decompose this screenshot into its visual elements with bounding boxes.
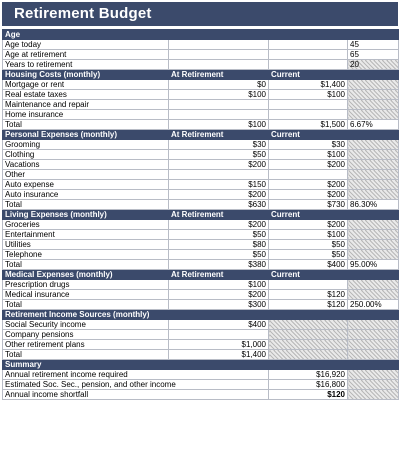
row-label[interactable]: Years to retirement xyxy=(3,60,169,70)
column-header-at-retirement: At Retirement xyxy=(169,70,269,80)
empty-cell[interactable] xyxy=(169,40,269,50)
budget-table xyxy=(2,29,399,400)
column-header-current: Current xyxy=(269,270,348,280)
hatched-cell xyxy=(348,380,399,390)
section-title: Age xyxy=(3,30,399,40)
row-label[interactable]: Annual income shortfall xyxy=(3,390,269,400)
row-label[interactable]: Mortgage or rent xyxy=(3,80,169,90)
current-value[interactable]: $120 xyxy=(269,290,348,300)
summary-value[interactable]: $120 xyxy=(269,390,348,400)
retirement-value[interactable]: $50 xyxy=(169,250,269,260)
total-label[interactable]: Total xyxy=(3,300,169,310)
empty-cell[interactable] xyxy=(269,60,348,70)
page-title: Retirement Budget xyxy=(14,5,152,22)
row-label[interactable]: Utilities xyxy=(3,240,169,250)
table-row xyxy=(3,170,399,180)
section-title: Housing Costs (monthly) xyxy=(3,70,169,80)
table-row xyxy=(3,110,399,120)
hatched-cell xyxy=(348,350,399,360)
hatched-cell xyxy=(348,240,399,250)
hatched-cell xyxy=(348,170,399,180)
hatched-cell xyxy=(269,350,348,360)
table-row xyxy=(3,290,399,300)
section-title: Summary xyxy=(3,360,399,370)
section-header-living xyxy=(3,210,399,220)
row-label[interactable]: Maintenance and repair xyxy=(3,100,169,110)
hatched-cell xyxy=(348,80,399,90)
retirement-total[interactable]: $630 xyxy=(169,200,269,210)
current-value[interactable]: $200 xyxy=(269,220,348,230)
income-total[interactable]: $1,400 xyxy=(169,350,269,360)
table-row xyxy=(3,280,399,290)
current-value[interactable] xyxy=(269,100,348,110)
table-row xyxy=(3,390,399,400)
row-label[interactable]: Telephone xyxy=(3,250,169,260)
retirement-value[interactable] xyxy=(169,170,269,180)
percent-cell[interactable]: 95.00% xyxy=(348,260,399,270)
row-label[interactable]: Auto expense xyxy=(3,180,169,190)
row-label[interactable]: Grooming xyxy=(3,140,169,150)
current-value[interactable] xyxy=(269,110,348,120)
hatched-cell xyxy=(348,250,399,260)
column-header-at-retirement: At Retirement xyxy=(169,130,269,140)
retirement-total[interactable]: $100 xyxy=(169,120,269,130)
current-value[interactable]: $100 xyxy=(269,150,348,160)
percent-cell[interactable]: 86.30% xyxy=(348,200,399,210)
retirement-value[interactable]: $200 xyxy=(169,190,269,200)
hatched-cell xyxy=(348,340,399,350)
retirement-value[interactable]: $80 xyxy=(169,240,269,250)
column-header-at-retirement: At Retirement xyxy=(169,270,269,280)
section-header-personal xyxy=(3,130,399,140)
section-title: Retirement Income Sources (monthly) xyxy=(3,310,399,320)
retirement-value[interactable]: $200 xyxy=(169,290,269,300)
table-row xyxy=(3,100,399,110)
table-row xyxy=(3,140,399,150)
total-label[interactable]: Total xyxy=(3,350,169,360)
row-label[interactable]: Company pensions xyxy=(3,330,169,340)
percent-cell[interactable]: 250.00% xyxy=(348,300,399,310)
hatched-cell xyxy=(269,330,348,340)
empty-cell[interactable] xyxy=(269,40,348,50)
row-label[interactable]: Vacations xyxy=(3,160,169,170)
row-label[interactable]: Annual retirement income required xyxy=(3,370,269,380)
income-value[interactable] xyxy=(169,330,269,340)
retirement-value[interactable]: $30 xyxy=(169,140,269,150)
row-label[interactable]: Other retirement plans xyxy=(3,340,169,350)
total-label[interactable]: Total xyxy=(3,200,169,210)
table-row xyxy=(3,380,399,390)
current-value[interactable]: $30 xyxy=(269,140,348,150)
hatched-cell xyxy=(269,340,348,350)
current-value[interactable] xyxy=(269,170,348,180)
hatched-cell xyxy=(348,160,399,170)
table-row xyxy=(3,340,399,350)
column-header-current: Current xyxy=(269,210,348,220)
current-value[interactable]: $50 xyxy=(269,240,348,250)
hatched-cell xyxy=(348,190,399,200)
row-label[interactable]: Age today xyxy=(3,40,169,50)
retirement-value[interactable]: $50 xyxy=(169,230,269,240)
current-total[interactable]: $120 xyxy=(269,300,348,310)
current-value[interactable]: $200 xyxy=(269,180,348,190)
row-label[interactable]: Real estate taxes xyxy=(3,90,169,100)
retirement-value[interactable]: $50 xyxy=(169,150,269,160)
table-row xyxy=(3,370,399,380)
row-label[interactable]: Home insurance xyxy=(3,110,169,120)
hatched-cell xyxy=(348,390,399,400)
value-cell[interactable]: 20 xyxy=(348,60,399,70)
current-total[interactable]: $400 xyxy=(269,260,348,270)
total-row xyxy=(3,260,399,270)
empty-cell[interactable] xyxy=(169,50,269,60)
hatched-cell xyxy=(348,280,399,290)
row-label[interactable]: Groceries xyxy=(3,220,169,230)
row-label[interactable]: Social Security income xyxy=(3,320,169,330)
current-total[interactable]: $730 xyxy=(269,200,348,210)
table-row xyxy=(3,250,399,260)
table-row xyxy=(3,90,399,100)
retirement-value[interactable] xyxy=(169,110,269,120)
table-row xyxy=(3,220,399,230)
row-label[interactable]: Entertainment xyxy=(3,230,169,240)
total-label[interactable]: Total xyxy=(3,120,169,130)
row-label[interactable]: Other xyxy=(3,170,169,180)
table-row xyxy=(3,230,399,240)
current-value[interactable]: $1,400 xyxy=(269,80,348,90)
percent-cell[interactable]: 6.67% xyxy=(348,120,399,130)
current-value[interactable] xyxy=(269,280,348,290)
total-row xyxy=(3,120,399,130)
value-cell[interactable]: 45 xyxy=(348,40,399,50)
current-total[interactable]: $1,500 xyxy=(269,120,348,130)
summary-value[interactable]: $16,920 xyxy=(269,370,348,380)
hatched-cell xyxy=(348,370,399,380)
income-value[interactable]: $1,000 xyxy=(169,340,269,350)
retirement-value[interactable]: $0 xyxy=(169,80,269,90)
section-header-age xyxy=(3,30,399,40)
total-row xyxy=(3,350,399,360)
section-header-income xyxy=(3,310,399,320)
section-title: Personal Expenses (monthly) xyxy=(3,130,169,140)
table-row xyxy=(3,330,399,340)
column-header-current: Current xyxy=(269,130,348,140)
hatched-cell xyxy=(348,320,399,330)
empty-cell[interactable] xyxy=(169,60,269,70)
hatched-cell xyxy=(348,220,399,230)
row-label[interactable]: Medical insurance xyxy=(3,290,169,300)
current-value[interactable]: $200 xyxy=(269,190,348,200)
hatched-cell xyxy=(348,150,399,160)
current-value[interactable]: $100 xyxy=(269,230,348,240)
column-header-at-retirement: At Retirement xyxy=(169,210,269,220)
retirement-value[interactable]: $100 xyxy=(169,90,269,100)
section-header-housing xyxy=(3,70,399,80)
row-label[interactable]: Auto insurance xyxy=(3,190,169,200)
empty-cell[interactable] xyxy=(269,50,348,60)
row-label[interactable]: Clothing xyxy=(3,150,169,160)
hatched-cell xyxy=(348,330,399,340)
table-row xyxy=(3,80,399,90)
table-row xyxy=(3,240,399,250)
hatched-cell xyxy=(348,110,399,120)
table-row xyxy=(3,190,399,200)
total-row xyxy=(3,200,399,210)
table-row xyxy=(3,40,399,50)
hatched-cell xyxy=(348,140,399,150)
table-row xyxy=(3,160,399,170)
hatched-cell xyxy=(348,180,399,190)
table-row xyxy=(3,320,399,330)
current-value[interactable]: $200 xyxy=(269,160,348,170)
hatched-cell xyxy=(348,290,399,300)
hatched-cell xyxy=(348,230,399,240)
table-row xyxy=(3,60,399,70)
retirement-value[interactable]: $150 xyxy=(169,180,269,190)
current-value[interactable]: $100 xyxy=(269,90,348,100)
hatched-cell xyxy=(348,100,399,110)
title-bar xyxy=(2,2,398,26)
section-title: Medical Expenses (monthly) xyxy=(3,270,169,280)
table-row xyxy=(3,150,399,160)
table-row xyxy=(3,180,399,190)
hatched-cell xyxy=(348,90,399,100)
retirement-value[interactable]: $200 xyxy=(169,160,269,170)
table-row xyxy=(3,50,399,60)
retirement-value[interactable]: $200 xyxy=(169,220,269,230)
section-header-summary xyxy=(3,360,399,370)
total-label[interactable]: Total xyxy=(3,260,169,270)
section-title: Living Expenses (monthly) xyxy=(3,210,169,220)
value-cell[interactable]: 65 xyxy=(348,50,399,60)
total-row xyxy=(3,300,399,310)
retirement-total[interactable]: $300 xyxy=(169,300,269,310)
row-label[interactable]: Age at retirement xyxy=(3,50,169,60)
current-value[interactable]: $50 xyxy=(269,250,348,260)
section-header-medical xyxy=(3,270,399,280)
row-label[interactable]: Prescription drugs xyxy=(3,280,169,290)
retirement-value[interactable]: $100 xyxy=(169,280,269,290)
column-header-current: Current xyxy=(269,70,348,80)
retirement-total[interactable]: $380 xyxy=(169,260,269,270)
income-value[interactable]: $400 xyxy=(169,320,269,330)
row-label[interactable]: Estimated Soc. Sec., pension, and other income xyxy=(3,380,269,390)
retirement-value[interactable] xyxy=(169,100,269,110)
hatched-cell xyxy=(269,320,348,330)
summary-value[interactable]: $16,800 xyxy=(269,380,348,390)
